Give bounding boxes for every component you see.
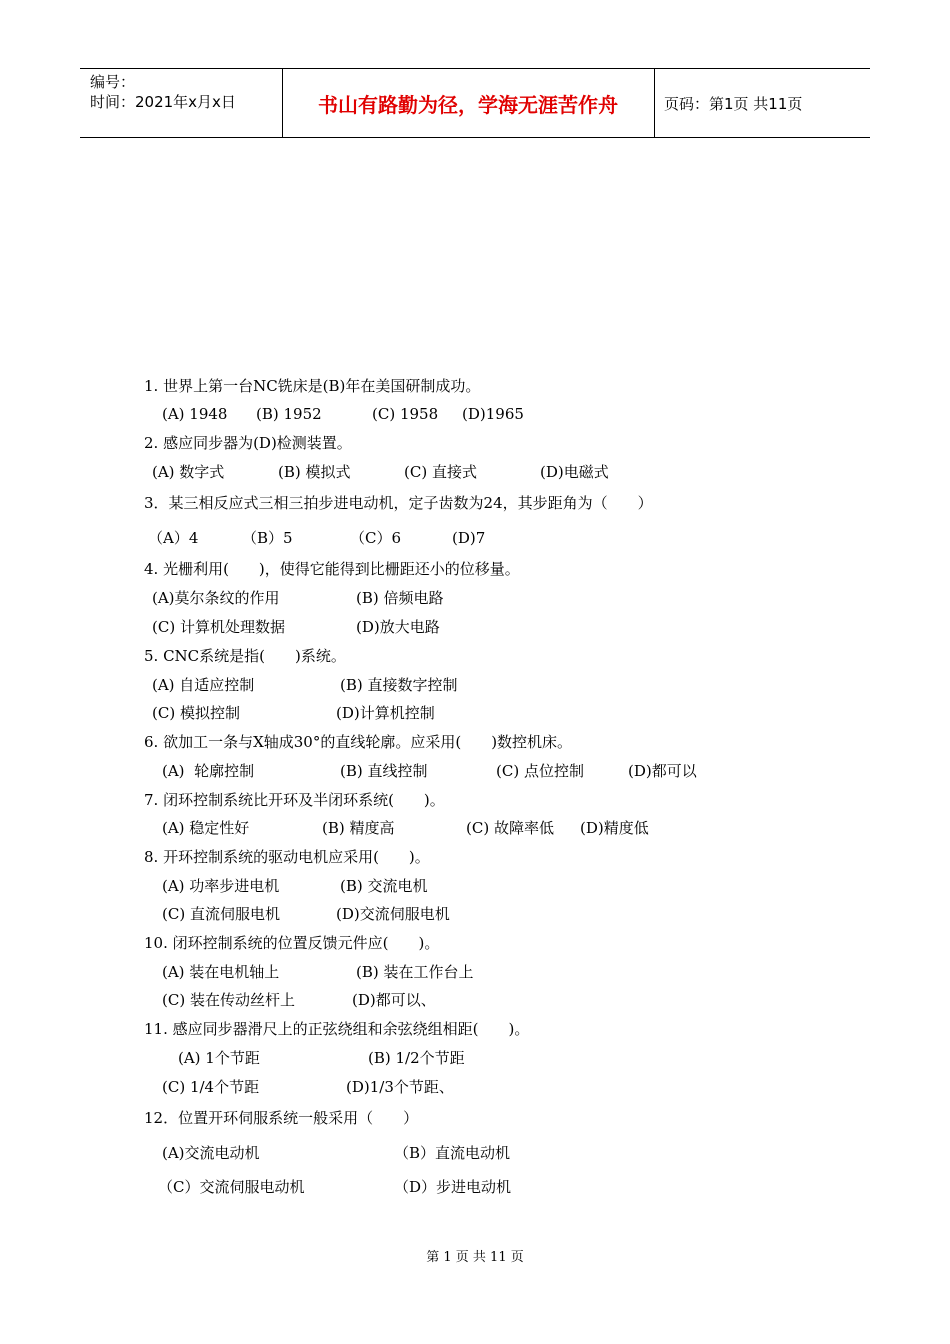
question-option: (D)计算机控制 [336, 704, 435, 722]
question-option: (A) 数字式 [152, 463, 225, 481]
page-number-label: 页码：第1页 共11页 [664, 95, 803, 113]
document-number-label: 编号： [90, 73, 136, 91]
question-option: (D)1/3个节距、 [346, 1078, 454, 1096]
question-option: (A)莫尔条纹的作用 [152, 589, 280, 607]
question-option: (D)都可以 [628, 762, 697, 780]
question-option: (D)精度低 [580, 819, 649, 837]
document-date-label: 时间：2021年x月x日 [90, 93, 236, 111]
question-stem: 8. 开环控制系统的驱动电机应采用( )。 [144, 848, 430, 866]
question-stem: 7. 闭环控制系统比开环及半闭环系统( )。 [144, 791, 445, 809]
question-option: (C) 直流伺服电机 [162, 905, 280, 923]
header-page-cell [654, 69, 870, 137]
question-option: （A）4 [148, 529, 199, 547]
question-option: （B）直流电动机 [394, 1144, 511, 1162]
question-option: (C) 模拟控制 [152, 704, 240, 722]
question-option: (B) 直线控制 [340, 762, 428, 780]
question-option: (A) 功率步进电机 [162, 877, 280, 895]
question-option: (C) 直接式 [404, 463, 477, 481]
question-option: (A) 装在电机轴上 [162, 963, 280, 981]
question-option: （C）6 [350, 529, 402, 547]
question-option: (B) 模拟式 [278, 463, 351, 481]
motto-text: 书山有路勤为径，学海无涯苦作舟 [318, 93, 618, 117]
question-option: (B) 1952 [256, 405, 322, 423]
question-option: (D)都可以、 [352, 991, 436, 1009]
question-option: （B）5 [242, 529, 293, 547]
page-footer: 第 1 页 共 11 页 [426, 1250, 524, 1265]
question-option: (A) 自适应控制 [152, 676, 255, 694]
question-stem: 5. CNC系统是指( )系统。 [144, 647, 346, 665]
question-option: (A) 轮廓控制 [162, 762, 255, 780]
question-option: (B) 直接数字控制 [340, 676, 458, 694]
question-option: (B) 倍频电路 [356, 589, 444, 607]
question-stem: 2. 感应同步器为(D)检测装置。 [144, 434, 352, 452]
question-option: （D）步进电动机 [394, 1178, 512, 1196]
question-option: (A)交流电动机 [162, 1144, 260, 1162]
question-option: (C) 1/4个节距 [162, 1078, 260, 1096]
header-motto-cell [282, 69, 655, 137]
question-option: (D)电磁式 [540, 463, 609, 481]
question-option: (C) 计算机处理数据 [152, 618, 285, 636]
header-table [80, 68, 870, 138]
question-option: (A) 稳定性好 [162, 819, 250, 837]
question-stem: 3．某三相反应式三相三拍步进电动机，定子齿数为24，其步距角为（ ） [144, 494, 653, 512]
question-option: (C) 1958 [372, 405, 439, 423]
question-option: (A) 1个节距 [178, 1049, 260, 1067]
question-option: (C) 点位控制 [496, 762, 584, 780]
question-option: (B) 精度高 [322, 819, 395, 837]
question-stem: 12．位置开环伺服系统一般采用（ ） [144, 1109, 419, 1127]
header-info-cell [80, 69, 283, 137]
question-option: (C) 装在传动丝杆上 [162, 991, 295, 1009]
question-stem: 11. 感应同步器滑尺上的正弦绕组和余弦绕组相距( )。 [144, 1020, 530, 1038]
question-option: (D)7 [452, 529, 486, 547]
question-stem: 10. 闭环控制系统的位置反馈元件应( )。 [144, 934, 440, 952]
question-option: (D)交流伺服电机 [336, 905, 450, 923]
question-option: (D)1965 [462, 405, 524, 423]
question-stem: 1. 世界上第一台NC铣床是(B)年在美国研制成功。 [144, 377, 481, 395]
question-option: (B) 1/2个节距 [368, 1049, 465, 1067]
question-option: (A) 1948 [162, 405, 228, 423]
question-option: (B) 装在工作台上 [356, 963, 474, 981]
question-stem: 6. 欲加工一条与X轴成30°的直线轮廓。应采用( )数控机床。 [144, 733, 573, 751]
question-option: （C）交流伺服电动机 [158, 1178, 305, 1196]
question-stem: 4. 光栅利用( )，使得它能得到比栅距还小的位移量。 [144, 560, 520, 578]
question-option: (B) 交流电机 [340, 877, 428, 895]
question-option: (C) 故障率低 [466, 819, 554, 837]
question-option: (D)放大电路 [356, 618, 440, 636]
